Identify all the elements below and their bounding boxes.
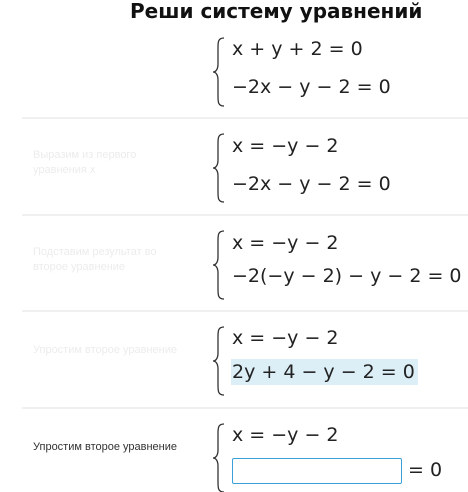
step-divider: [22, 310, 468, 312]
equation-1: x = −y − 2: [232, 232, 339, 254]
equation-2: −2x − y − 2 = 0: [232, 76, 391, 98]
equation-1: x = −y − 2: [232, 327, 339, 349]
left-brace-icon: [212, 422, 228, 492]
step-description: Выразим из первого уравнения x: [33, 149, 137, 176]
page-title: Реши систему уравнений: [130, 0, 423, 23]
step-divider: [22, 407, 468, 409]
left-brace-icon: [212, 36, 228, 108]
equation-1: x = −y − 2: [232, 424, 339, 446]
left-brace-icon: [212, 132, 228, 204]
answer-input[interactable]: [232, 458, 402, 484]
equation-1: x + y + 2 = 0: [232, 38, 363, 60]
equation-rhs: = 0: [408, 459, 443, 481]
step-divider: [22, 117, 468, 119]
equation-1: x = −y − 2: [232, 135, 339, 157]
equation-2: −2x − y − 2 = 0: [232, 173, 391, 195]
step-description: Упростим второе уравнение: [33, 441, 178, 453]
step-description: Упростим второе уравнение: [33, 344, 178, 356]
left-brace-icon: [212, 229, 228, 301]
step-description: Подставим результат во второе уравнение: [33, 246, 157, 273]
equation-2: −2(−y − 2) − y − 2 = 0: [232, 265, 462, 287]
step-divider: [22, 214, 468, 216]
highlighted-equation: 2y + 4 − y − 2 = 0: [231, 359, 418, 385]
left-brace-icon: [212, 325, 228, 397]
